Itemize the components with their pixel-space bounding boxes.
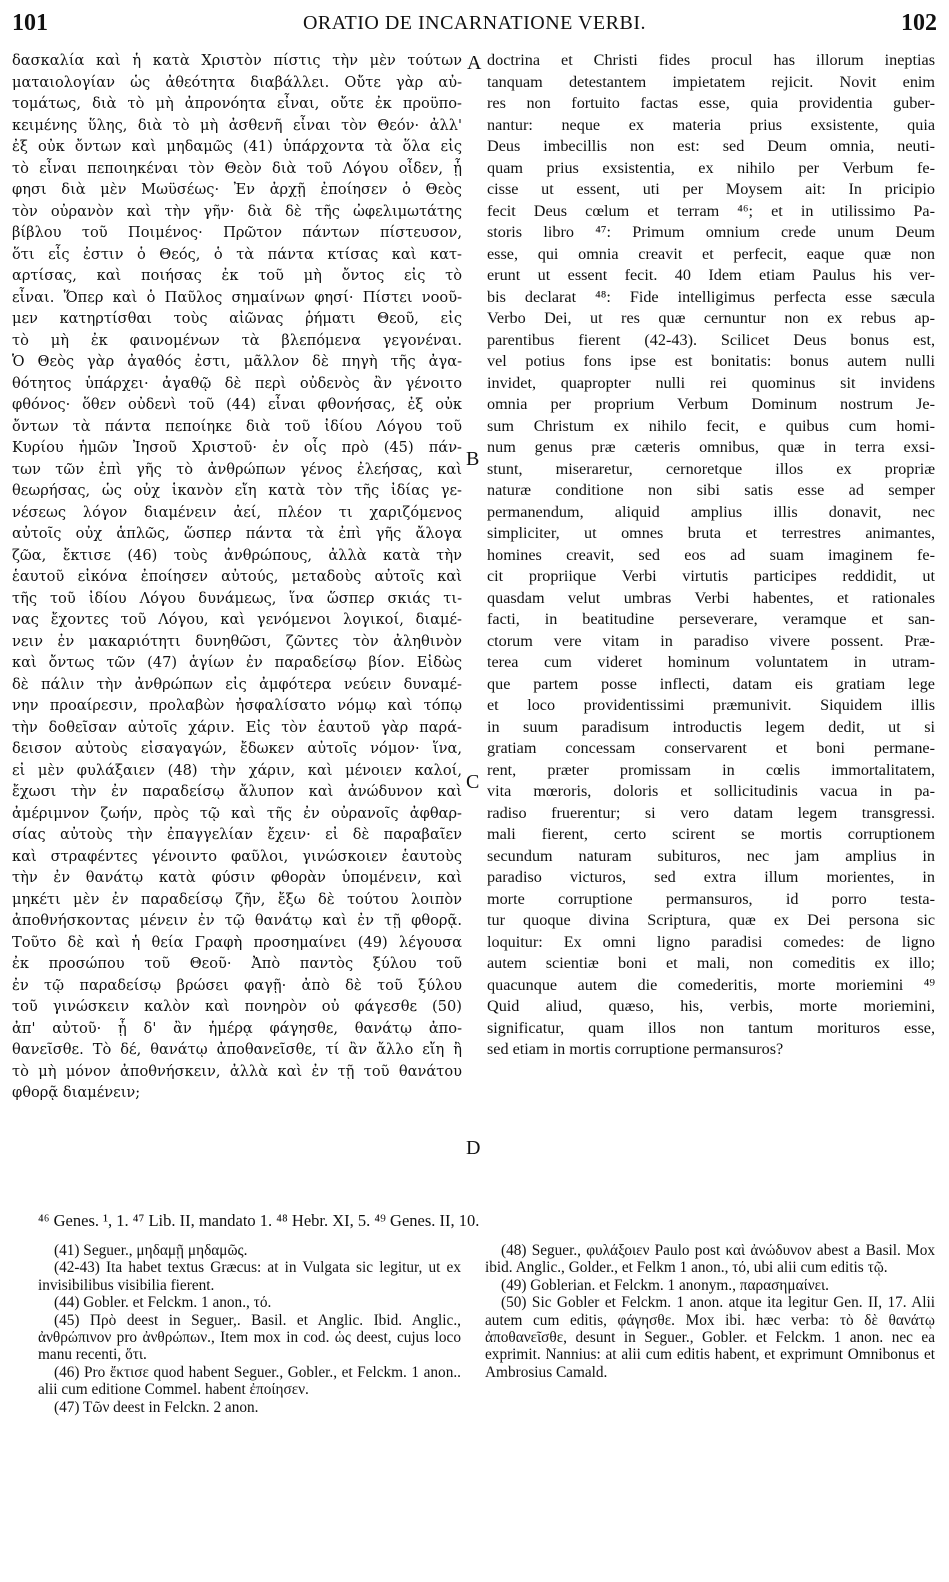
greek-text-line: θεωρήσας, ὡς οὐχ ἱκανὸν εἴη κατὰ τὸν τῆς ἰδίας γε- xyxy=(12,482,462,499)
latin-text-line: secundum naturam subituros, nec jam amplius in xyxy=(487,846,935,865)
latin-text-line: doctrina et Christi fides procul has illorum ineptias xyxy=(487,51,935,69)
greek-text-line: νειν ἐν μακαριότητι δυνηθῶσι, ζῶντες τὸν ἀληθινὸν xyxy=(12,632,462,650)
footnote-49: (49) Goblerian. et Felckm. 1 anonym., παρασημαίνει. xyxy=(501,1276,829,1294)
latin-text-line: permanendum, aliquid amplius illis donavit, nec xyxy=(487,502,935,521)
latin-text-line: cit propriique Verbi virtutis participes reddidit, ut xyxy=(487,567,935,585)
latin-text-line: radiso fruerentur; si vero datam legem transgressi. xyxy=(487,803,935,822)
greek-text-line: τὴν δοθεῖσαν αὐτοῖς χάριν. Εἰς τὸν ἑαυτοῦ γὰρ παρά- xyxy=(12,718,462,736)
greek-text-line: αρτίσας, καὶ ποιήσας ἐκ τοῦ μὴ ὄντος εἰς τὸ xyxy=(12,267,462,284)
latin-text-line: morte corruptione permansuros, id porro testa- xyxy=(487,889,935,908)
greek-text-line: τὸ εἶναι πεποιηκέναι τὸν Θεὸν διὰ τοῦ Λόγου οἶδεν, ᾗ xyxy=(12,159,462,177)
footnotes-right xyxy=(485,1242,935,1381)
latin-text-line: que partem posse inflecti, datam eis gratiam lege xyxy=(487,674,935,693)
latin-text-line: erunt ut essent fecit. 40 Idem etiam Paulus his ver- xyxy=(487,266,935,284)
latin-text-line: tur quoque divina Scriptura, quæ ex Dei persona sic xyxy=(487,911,935,929)
latin-text-line: facti, in beatitudine perseverare, veramque et san- xyxy=(487,610,935,628)
latin-text-line: vel potius fons ipse est bonitatis: bonus autem nulli xyxy=(487,352,935,370)
greek-text-line: νην προαίρεσιν, προλαβὼν ἠσφαλίσατο νόμῳ καὶ τόπῳ xyxy=(12,697,462,714)
latin-text-line: loquitur: Ex omni ligno paradisi comedes: de ligno xyxy=(487,932,935,951)
section-marker-c: C xyxy=(466,771,480,793)
latin-text-line: nantur: neque ex materia prius exsistente, quia xyxy=(487,115,935,134)
latin-text-line: esse, qui omnia creavit et perfecit, eaque quæ non xyxy=(487,244,935,263)
footnote-44: (44) Gobler. et Felckm. 1 anon., τό. xyxy=(54,1294,272,1312)
latin-text-line: fecit Deus cœlum et terram ⁴⁶; et in utilissimo Pa- xyxy=(487,201,935,220)
greek-text-line: ὅτι εἷς ἐστιν ὁ Θεός, ὁ τὰ πάντα κτίσας καὶ κατ- xyxy=(12,245,462,263)
greek-text-line: τὸ μὴ ἐκ φαινομένων τὰ βλεπόμενα γεγονέναι. xyxy=(12,331,462,349)
latin-text-line: naturæ conditione non sibi satis esse ad semper xyxy=(487,481,935,499)
greek-text-line: τὸν οὐρανὸν καὶ τὴν γῆν· διὰ δὲ τῆς ὠφελιμωτάτης xyxy=(12,202,462,220)
latin-text-line: simpliciter, ut omnes bruta et terrestres animantes, xyxy=(487,524,935,542)
greek-text-line: ὄντων τὰ πάντα πεποίηκε διὰ τοῦ ἰδίου Λόγου τοῦ xyxy=(12,417,462,435)
greek-text-line: θανεῖσθε. Τὸ δέ, θανάτῳ ἀποθανεῖσθε, τί ἂν ἄλλο εἴη ἢ xyxy=(12,1041,462,1058)
footnotes-left xyxy=(38,1242,461,1416)
latin-text-line: rent, præter promissam in cœlis immortalitatem, xyxy=(487,760,935,779)
greek-text-line: δεισον αὐτοὺς εἰσαγαγών, ἔδωκεν αὐτοῖς νόμον· ἵνα, xyxy=(12,740,462,757)
latin-text-line: paradiso victuros, sed extra illum morientes, in xyxy=(487,868,935,886)
greek-text-line: νας ἔχοντες τοῦ Λόγου, καὶ γενόμενοι λογικοί, διαμέ- xyxy=(12,611,462,628)
greek-text-line: σίας αὐτοὺς τὴν ἐπαγγελίαν ἔχειν· εἰ δὲ παραβαῖεν xyxy=(12,826,462,843)
latin-text-line: quasdam velut umbras Verbi habentes, et rationales xyxy=(487,588,935,607)
greek-text-line: φθόνος· ὅθεν οὐδενὶ τοῦ (44) εἶναι φθονήσας, ἐξ οὐκ xyxy=(12,396,462,413)
latin-text-line: storis libro ⁴⁷: Primum omnium crede unum Deum xyxy=(487,223,935,241)
greek-text-line: Ὁ Θεὸς γὰρ ἀγαθός ἐστι, μᾶλλον δὲ πηγὴ τῆς ἀγα- xyxy=(12,353,462,370)
footnote-46: (46) Pro ἔκτισε quod habent Seguer., Gobler., et Felckm. 1 anon.. alii cum editione Commel. habent ἐποίησεν. xyxy=(38,1363,461,1399)
greek-text-line: ἐν τῷ παραδείσῳ βρώσει φαγῇ· ἀπὸ δὲ τοῦ ξύλου xyxy=(12,976,462,994)
latin-text-line: gratiam concessam conservarent et boni permane- xyxy=(487,739,935,757)
latin-text-line: invidet, quapropter nulli rei quominus sit invidens xyxy=(487,373,935,392)
greek-text-line: φθορᾷ διαμένειν; xyxy=(12,1084,141,1101)
latin-text-line: tanquam detestantem impietatem rejicit. Novit enim xyxy=(487,72,935,91)
greek-text-line: ἑαυτοῦ εἰκόνα ἐποίησεν αὐτούς, μεταδοὺς αὐτοῖς καὶ xyxy=(12,568,462,585)
section-marker-b: B xyxy=(466,448,480,470)
latin-text-line: ctorum vere vitam in paradiso vivere possent. Præ- xyxy=(487,631,935,650)
latin-text-line: Verbo Dei, ut res quæ cernuntur non ex rebus ap- xyxy=(487,309,935,327)
greek-text-line: ἔχωσι τὴν ἐν παραδείσῳ ἄλυπον καὶ ἀνώδυνον καὶ xyxy=(12,783,462,800)
latin-text-line: parentibus fierent (42-43). Scilicet Deus bonus est, xyxy=(487,330,935,349)
greek-text-line: καὶ ὄντως τῶν (47) ἁγίων ἐν παραδείσῳ βίον. Εἰδὼς xyxy=(12,654,462,671)
latin-text-line: bis declarat ⁴⁸: Fide intelligimus perfecta esse sæcula xyxy=(487,287,935,306)
greek-text-line: αὐτοῖς οὐχ ἁπλῶς, ὥσπερ πάντα τὰ ἐπὶ γῆς ἄλογα xyxy=(12,525,462,542)
section-marker-a: A xyxy=(467,52,482,74)
latin-text-line: in suum paradisum introductis legem dedit, ut si xyxy=(487,717,935,736)
greek-text-line: νέσεως λόγον διαμένειν ἀεί, πλέον τι χαριζόμενος xyxy=(12,503,462,521)
greek-text-line: ζῶα, ἔκτισε (46) τοὺς ἀνθρώπους, ἀλλὰ κατὰ τὴν xyxy=(12,546,462,564)
greek-text-line: βίβλου τοῦ Ποιμένος· Πρῶτον πάντων πίστευσον, xyxy=(12,224,462,241)
latin-text-line: vita mœroris, doloris et sollicitudinis vacua in pa- xyxy=(487,782,935,800)
footnote-48: (48) Seguer., φυλάξοιεν Paulo post καὶ ἀνώδυνον abest a Basil. Mox ibid. Anglic., Golder., et Felkm 1 anon., τό, ubi alii cum editis τῷ. xyxy=(485,1242,935,1277)
greek-text-line: τὸ μὴ μόνον ἀποθνήσκειν, ἀλλὰ καὶ ἐν τῇ τοῦ θανάτου xyxy=(12,1062,462,1080)
greek-text-line: δασκαλία καὶ ἡ κατὰ Χριστὸν πίστις τὴν μὲν τούτων xyxy=(12,52,462,69)
greek-text-line: θότητος ὑπάρχει· ἀγαθῷ δὲ περὶ οὐδενὸς ἂν γένοιτο xyxy=(12,374,462,392)
latin-text-line: sed etiam in mortis corruptione permansuros? xyxy=(487,1040,784,1058)
latin-text-line: omnia per proprium Verbum Dominum nostrum Je- xyxy=(487,395,935,413)
latin-text-line: Deus imbecillis non est: sed Deum omnia, neuti- xyxy=(487,137,935,155)
greek-text-line: Τοῦτο δὲ καὶ ἡ θεία Γραφὴ προσημαίνει (49) λέγουσα xyxy=(12,933,462,951)
latin-text-line: autem scientiæ boni et mali, non comeditis ex illo; xyxy=(487,954,935,972)
footnote-42-43: (42-43) Ita habet textus Græcus: at in Vulgata sic legitur, ut ex invisibilibus visibilia fierent. xyxy=(38,1259,461,1294)
latin-text-line: num genus præ cæteris omnibus, quæ in terra exsi- xyxy=(487,438,935,456)
greek-text-line: ἐκ προσώπου τοῦ Θεοῦ· Ἀπὸ παντὸς ξύλου τοῦ xyxy=(12,955,462,972)
scripture-references: ⁴⁶ Genes. ¹, 1. ⁴⁷ Lib. II, mandato 1. ⁴⁸ Hebr. XI, 5. ⁴⁹ Genes. II, 10. xyxy=(38,1211,480,1230)
greek-text-line: ἀπ' αὐτοῦ· ᾗ δ' ἂν ἡμέρᾳ φάγησθε, θανάτῳ ἀπο- xyxy=(12,1019,462,1037)
greek-text-line: τὴν ἐν θανάτῳ κατὰ φύσιν φθορὰν ὑπομένειν, καὶ xyxy=(12,869,462,886)
latin-text-line: quam prius exsistentia, ex nihilo per Verbum fe- xyxy=(487,158,935,177)
greek-text-line: ἀποθνήσκοντας μένειν ἐν τῷ θανάτῳ καὶ ἐν τῇ φθορᾷ. xyxy=(12,912,462,929)
greek-text-line: εἶναι. Ὅπερ καὶ ὁ Παῦλος σημαίνων φησί· Πίστει νοοῦ- xyxy=(12,288,462,306)
latin-text-line: significatur, quam illos non tantum morituros esse, xyxy=(487,1018,935,1037)
latin-text-line: sum Christum ex nihilo fecit, e quibus cum homi- xyxy=(487,416,935,435)
greek-text-line: μεν κατηρτίσθαι τοὺς αἰῶνας ῥήματι Θεοῦ, εἰς xyxy=(12,310,462,327)
greek-column xyxy=(12,50,462,1104)
latin-text-line: Quid aliud, quæso, his, verbis, morte moriemini, xyxy=(487,997,935,1015)
section-marker-d: D xyxy=(466,1137,481,1159)
greek-text-line: καὶ στραφέντες γένοιντο φαῦλοι, γινώσκοιεν ἑαυτοὺς xyxy=(12,847,462,865)
page-number-right: 102 xyxy=(901,10,937,36)
latin-column xyxy=(487,50,935,1061)
greek-text-line: δὲ πάλιν τὴν ἀνθρώπων εἰς ἀμφότερα νεύειν δυναμέ- xyxy=(12,675,462,693)
greek-text-line: ἐξ οὐκ ὄντων καὶ μηδαμῶς (41) ὑπάρχοντα τὰ ὅλα εἰς xyxy=(12,138,462,155)
greek-text-line: τῆς τοῦ ἰδίου Λόγου δυνάμεως, ἵνα ὥσπερ σκιάς τι- xyxy=(12,589,462,607)
greek-text-line: ματαιολογίαν ὡς ἀθεότητα διαβάλλει. Οὔτε γὰρ αὐ- xyxy=(12,73,462,91)
greek-text-line: ἀμέριμνον ζωήν, πρὸς τῷ καὶ τῆς ἐν οὐρανοῖς ἀφθαρ- xyxy=(12,804,462,822)
footnote-47: (47) Τῶν deest in Felckn. 2 anon. xyxy=(54,1398,259,1416)
greek-text-line: φησι διὰ μὲν Μωϋσέως· Ἐν ἀρχῇ ἐποίησεν ὁ Θεὸς xyxy=(12,181,462,198)
latin-text-line: cisse ut essent, uti per Moysem ait: In pricipio xyxy=(487,180,935,198)
footnote-45: (45) Πρὸ deest in Seguer,. Basil. et Anglic. Ibid. Anglic., ἀνθρώπινον pro ἀνθρώπων., Item mox in cod. ὡς deest, cujus loco manu recenti, ὅτι. xyxy=(38,1311,461,1364)
latin-text-line: mali fierent, certo scirent se mortis corruptionem xyxy=(487,825,935,843)
running-title: ORATIO DE INCARNATIONE VERBI. xyxy=(302,12,646,34)
latin-text-line: homines creavit, sed eos ad suam imaginem fe- xyxy=(487,545,935,564)
greek-text-line: τομάτως, διὰ τὸ μὴ ἀπρονόητα εἶναι, οὔτε ἐκ προϋπο- xyxy=(12,95,462,112)
latin-text-line: stunt, miseraretur, cernoretque illos ex propriæ xyxy=(487,459,935,478)
footnote-41: (41) Seguer., μηδαμῇ μηδαμῶς. xyxy=(54,1242,248,1259)
greek-text-line: κειμένης ὕλης, διὰ τὸ μὴ ἀσθενῆ εἶναι τὸν Θεόν· ἀλλ' xyxy=(12,116,462,134)
latin-text-line: et loco providentissimi præmunivit. Siquidem illis xyxy=(487,696,935,714)
greek-text-line: Κυρίου ἡμῶν Ἰησοῦ Χριστοῦ· ἐν οἷς πρὸ (45) πάν- xyxy=(12,439,462,456)
footnote-50: (50) Sic Gobler et Felckm. 1 anon. atque ita legitur Gen. II, 17. Alii autem cum editis, φάγησθε. Mox ibi. hæc verba: τὸ δὲ θανάτῳ ἀποθανεῖσθε, desunt in Seguer., Gobler. et Felckm. 1 anon. nec ea exprimit. Nannius: at alii cum editis habent, et exprimunt Omnibonus et Ambrosius Camald. xyxy=(485,1294,935,1381)
latin-text-line: quacunque autem die comederitis, morte moriemini ⁴⁹ xyxy=(487,975,935,994)
page-header xyxy=(0,10,949,44)
greek-text-line: τοῦ γινώσκειν καλὸν καὶ πονηρὸν οὐ φάγεσθε (50) xyxy=(12,998,462,1015)
latin-text-line: res non fortuito factas esse, quia providentia guber- xyxy=(487,94,935,112)
greek-text-line: εἰ μὲν φυλάξαιεν (48) τὴν χάριν, καὶ μένοιεν καλοί, xyxy=(12,761,462,779)
page-number-left: 101 xyxy=(12,10,48,36)
greek-text-line: των τῶν ἐπὶ γῆς τὸ ἀνθρώπων γένος ἐλεήσας, καὶ xyxy=(12,460,462,478)
latin-text-line: terea cum videret hominum voluntatem in utram- xyxy=(487,653,935,671)
greek-text-line: μηκέτι μὲν ἐν παραδείσῳ ζῆν, ἔξω δὲ τούτου λοιπὸν xyxy=(12,890,462,908)
